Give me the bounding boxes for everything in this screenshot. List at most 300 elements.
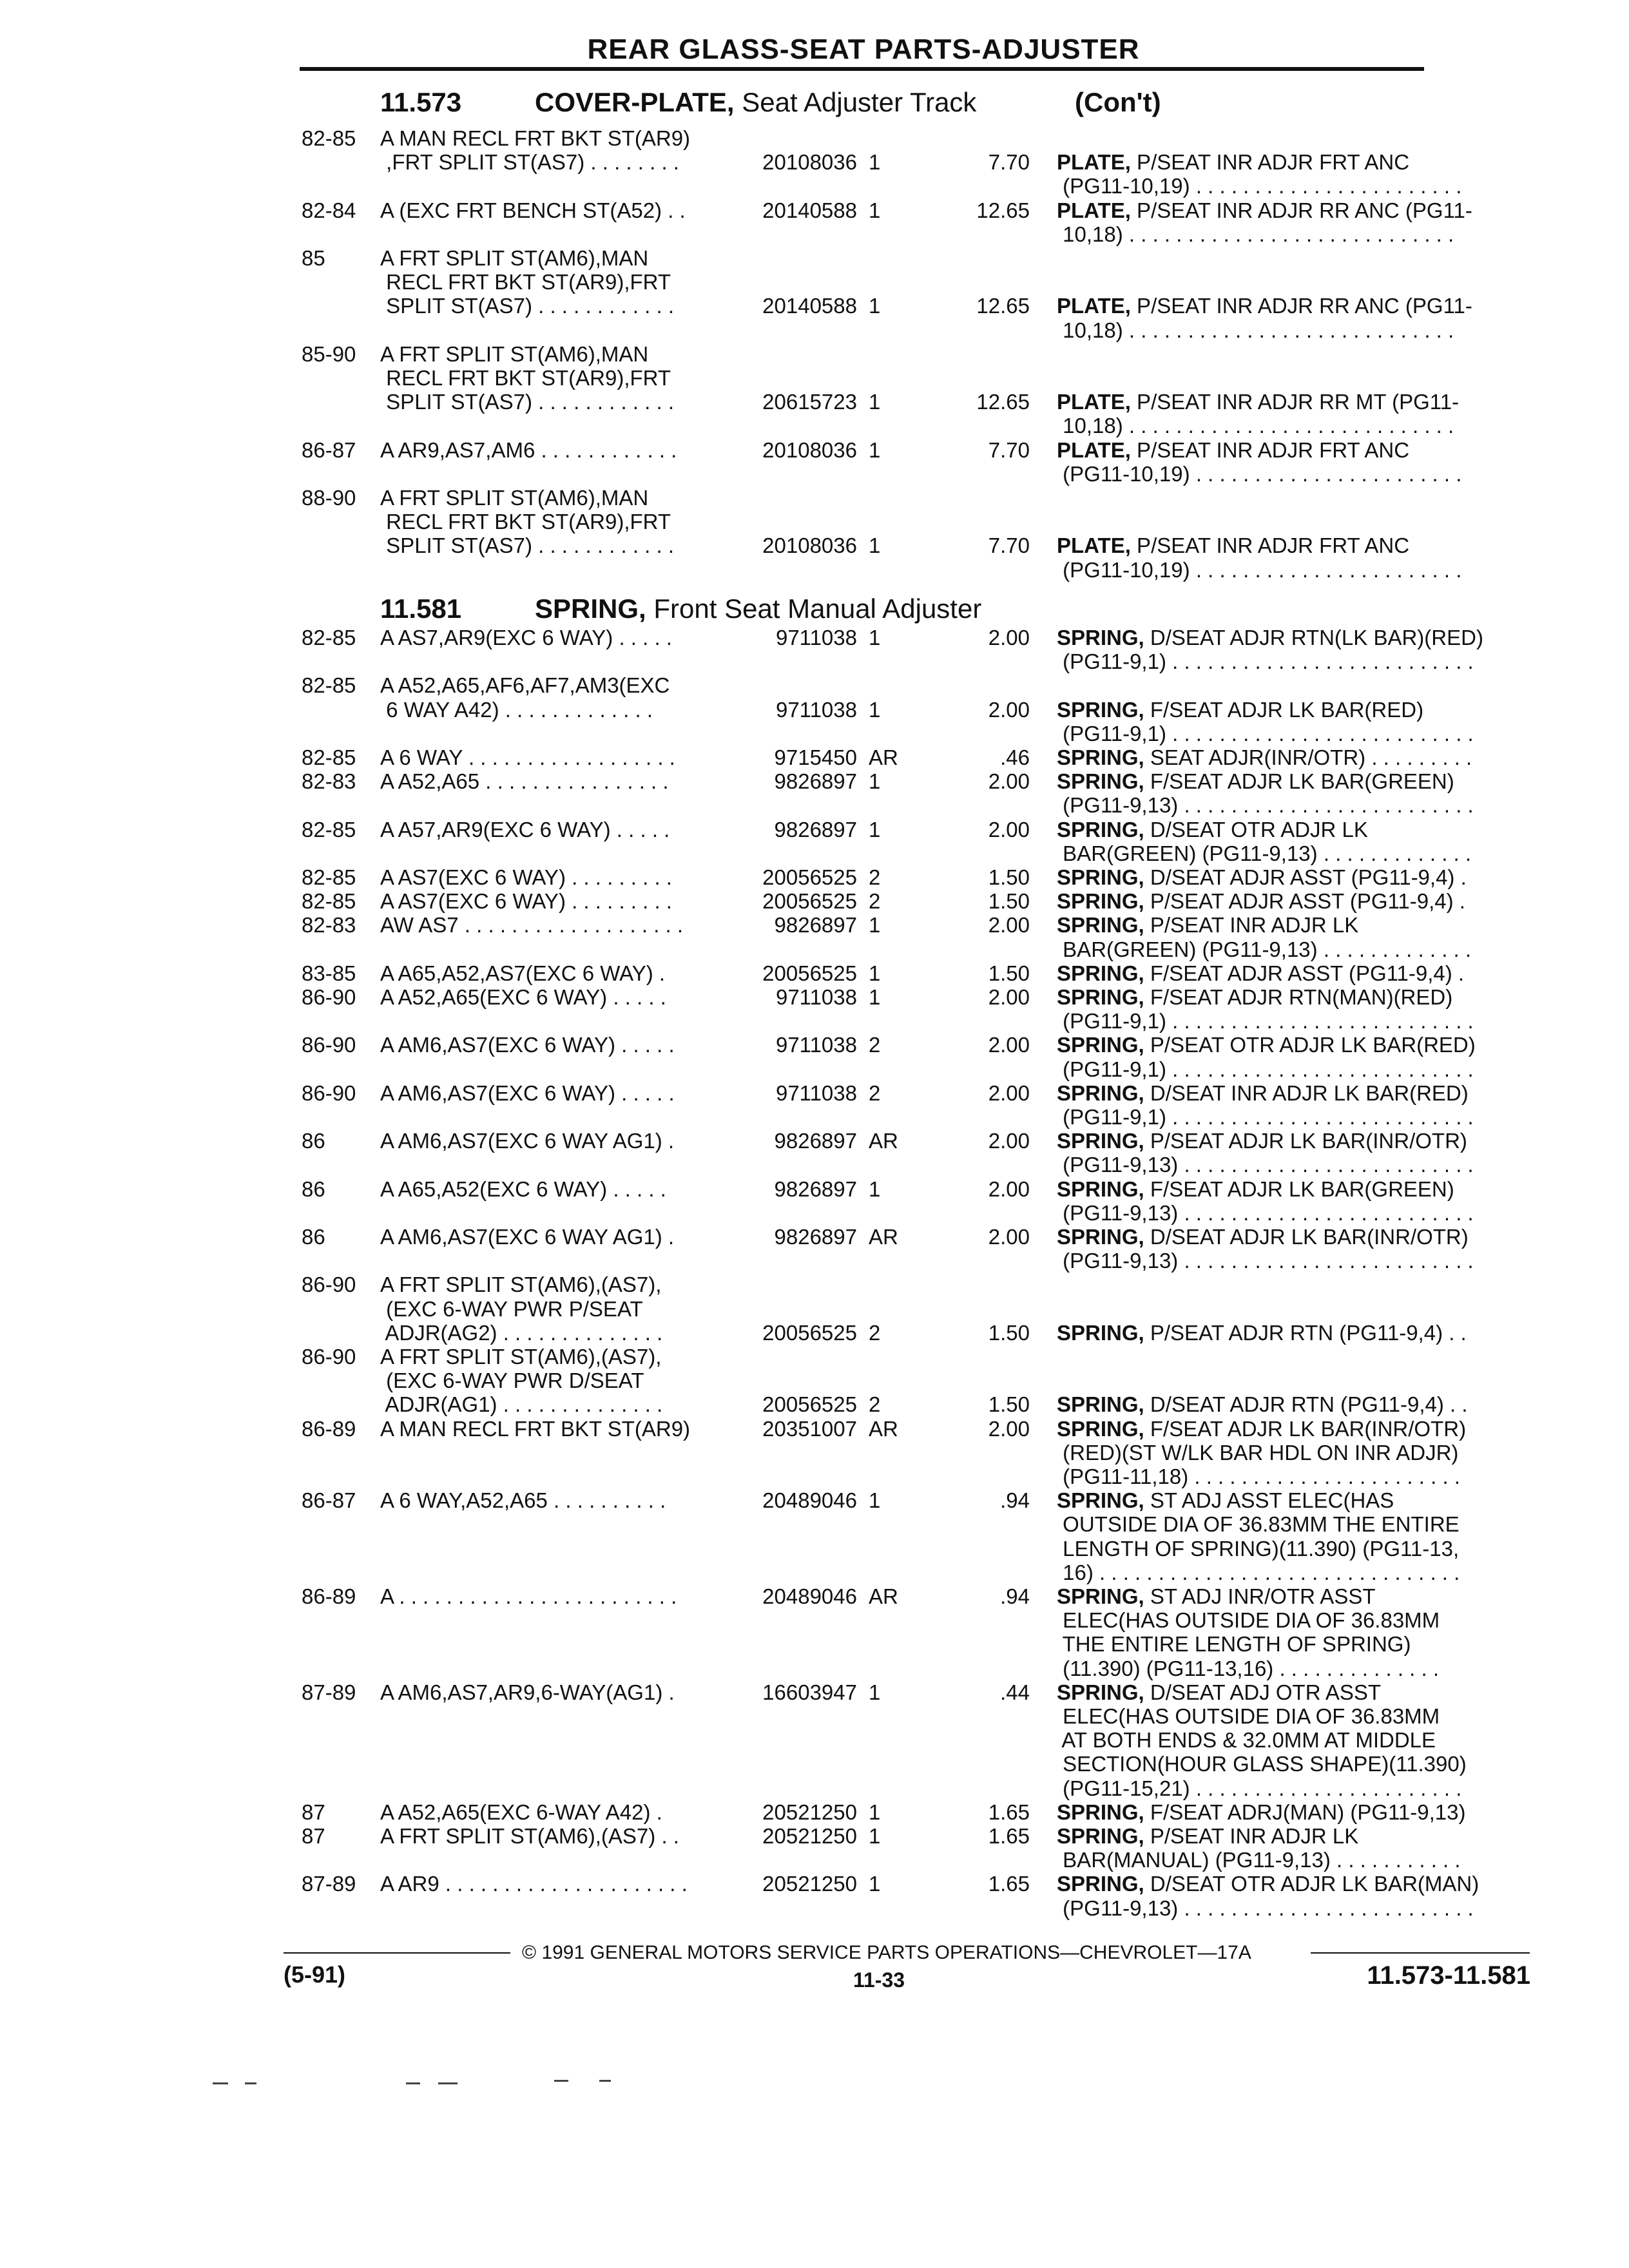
- row-price: 2.00: [988, 913, 1030, 937]
- row-quantity: 1: [869, 697, 881, 722]
- row-description: ADJR(AG1) . . . . . . . . . . . . . .: [380, 1392, 663, 1417]
- row-year: 82-83: [302, 913, 356, 937]
- row-price: 2.00: [988, 626, 1030, 649]
- row-description: A . . . . . . . . . . . . . . . . . . . . . . . .: [380, 1584, 677, 1608]
- row-part-name: [1057, 222, 1521, 246]
- row-year: 86-90: [302, 1081, 356, 1105]
- row-price: .94: [1000, 1584, 1030, 1608]
- row-quantity: 1: [869, 913, 881, 937]
- row-description: A AM6,AS7(EXC 6 WAY) . . . . .: [380, 1033, 675, 1057]
- row-part-name-rest: D/SEAT INR ADJR LK BAR(RED): [1144, 1081, 1469, 1105]
- row-price: 12.65: [976, 294, 1030, 318]
- row-description: A AM6,AS7(EXC 6 WAY AG1) .: [380, 1225, 675, 1249]
- row-part-name-rest: P/SEAT ADJR RTN (PG11-9,4) . .: [1144, 1320, 1467, 1345]
- section-name: [535, 86, 976, 119]
- row-part-name: [1057, 462, 1521, 486]
- row-price: 2.00: [988, 1081, 1030, 1105]
- row-part-name: [1057, 198, 1521, 222]
- row-description: A A52,A65(EXC 6 WAY) . . . . .: [380, 985, 666, 1009]
- row-part-name: [1057, 818, 1521, 841]
- row-description: A MAN RECL FRT BKT ST(AR9): [380, 126, 691, 150]
- row-price: 2.00: [988, 1416, 1030, 1441]
- row-part-name: [1057, 1105, 1521, 1129]
- row-description: AW AS7 . . . . . . . . . . . . . . . . . . .: [380, 913, 684, 937]
- section-number: 11.581: [380, 593, 462, 624]
- row-description: SPLIT ST(AS7) . . . . . . . . . . . .: [380, 533, 675, 558]
- row-part-name-rest: 16) . . . . . . . . . . . . . . . . . . . . . . . . . . . . . . .: [1057, 1560, 1460, 1584]
- row-description: A AR9,AS7,AM6 . . . . . . . . . . . .: [380, 437, 677, 462]
- row-description: A A52,A65,AF6,AF7,AM3(EXC: [380, 673, 670, 698]
- row-price: 1.50: [988, 865, 1030, 889]
- row-part-name-rest: F/SEAT ADJR LK BAR(RED): [1144, 697, 1424, 722]
- row-quantity: 1: [869, 150, 881, 175]
- row-quantity: 1: [869, 769, 881, 794]
- row-part-name-rest: (PG11-9,13) . . . . . . . . . . . . . . . . . . . . . . . . .: [1057, 1200, 1474, 1225]
- row-part-name-rest: SECTION(HOUR GLASS SHAPE)(11.390): [1057, 1752, 1467, 1776]
- scan-mark: [213, 2082, 228, 2084]
- row-part-name-bold: SPRING,: [1057, 817, 1144, 841]
- row-price: 2.00: [988, 1225, 1030, 1249]
- row-part-name-bold: SPRING,: [1057, 985, 1144, 1009]
- row-quantity: 1: [869, 817, 881, 841]
- row-quantity: 2: [869, 1033, 881, 1057]
- row-quantity: 2: [869, 1392, 881, 1417]
- row-part-number: 20521250: [762, 1872, 857, 1896]
- row-description: ADJR(AG2) . . . . . . . . . . . . . .: [380, 1320, 663, 1345]
- row-part-name-bold: SPRING,: [1057, 697, 1144, 722]
- row-year: 85: [302, 246, 325, 270]
- row-part-name-rest: BAR(GREEN) (PG11-9,13) . . . . . . . . . . . . .: [1057, 841, 1472, 865]
- row-price: 2.00: [988, 1177, 1030, 1201]
- row-part-name-rest: D/SEAT OTR ADJR LK BAR(MAN): [1144, 1872, 1480, 1896]
- row-part-number: 9711038: [775, 1081, 857, 1105]
- row-description: A FRT SPLIT ST(AM6),(AS7),: [380, 1273, 662, 1297]
- row-part-name: [1057, 1441, 1521, 1465]
- footer-date: (5-91): [284, 1961, 346, 1988]
- row-part-name-rest: F/SEAT ADRJ(MAN) (PG11-9,13): [1144, 1800, 1466, 1824]
- row-price: .94: [1000, 1488, 1030, 1513]
- row-quantity: 1: [869, 626, 881, 649]
- row-quantity: 1: [869, 533, 881, 558]
- row-part-name: [1057, 961, 1521, 985]
- row-part-number: 9711038: [775, 626, 857, 649]
- row-description: A AM6,AS7,AR9,6-WAY(AG1) .: [380, 1680, 675, 1704]
- row-part-name-rest: (PG11-15,21) . . . . . . . . . . . . . . . . . . . . . . .: [1057, 1776, 1462, 1800]
- row-part-name-rest: P/SEAT ADJR ASST (PG11-9,4) .: [1144, 889, 1465, 914]
- row-part-name-rest: (11.390) (PG11-13,16) . . . . . . . . . . . . . .: [1057, 1656, 1440, 1680]
- scan-mark: [406, 2082, 420, 2084]
- row-part-name-bold: SPRING,: [1057, 1081, 1144, 1105]
- row-quantity: 1: [869, 1177, 881, 1201]
- row-description: RECL FRT BKT ST(AR9),FRT: [380, 510, 671, 534]
- row-price: 1.65: [988, 1824, 1030, 1848]
- row-description: A FRT SPLIT ST(AM6),MAN: [380, 341, 649, 366]
- row-part-name-bold: SPRING,: [1057, 1033, 1144, 1057]
- row-price: 1.50: [988, 889, 1030, 914]
- row-year: 82-85: [302, 817, 356, 841]
- row-part-name-rest: ELEC(HAS OUTSIDE DIA OF 36.83MM: [1057, 1608, 1440, 1633]
- row-price: 2.00: [988, 697, 1030, 722]
- row-year: 86-90: [302, 985, 356, 1009]
- row-quantity: 1: [869, 961, 881, 985]
- row-price: .46: [1000, 745, 1030, 769]
- row-description: A AS7(EXC 6 WAY) . . . . . . . . .: [380, 865, 672, 889]
- row-part-number: 9826897: [774, 1225, 857, 1249]
- row-part-name-bold: SPRING,: [1057, 1680, 1144, 1704]
- row-part-name: [1057, 1584, 1521, 1608]
- row-description: A 6 WAY . . . . . . . . . . . . . . . . . .: [380, 745, 675, 769]
- row-part-name-bold: SPRING,: [1057, 1177, 1144, 1201]
- row-quantity: 1: [869, 1800, 881, 1824]
- row-description: SPLIT ST(AS7) . . . . . . . . . . . .: [380, 294, 675, 318]
- row-part-number: 9826897: [774, 769, 857, 794]
- row-part-name-rest: BAR(MANUAL) (PG11-9,13) . . . . . . . . . . .: [1057, 1848, 1461, 1872]
- row-price: 2.00: [988, 769, 1030, 794]
- row-quantity: 1: [869, 1824, 881, 1848]
- row-part-name: [1057, 390, 1521, 414]
- row-part-number: 20108036: [762, 437, 857, 462]
- row-part-name: [1057, 1561, 1521, 1584]
- row-part-name-bold: SPRING,: [1057, 1584, 1144, 1608]
- row-part-name: [1057, 1680, 1521, 1704]
- row-part-name-rest: (PG11-11,18) . . . . . . . . . . . . . . . . . . . . . . .: [1057, 1465, 1460, 1488]
- row-price: 7.70: [988, 150, 1030, 175]
- page-header: REAR GLASS-SEAT PARTS-ADJUSTER: [587, 34, 1140, 65]
- scan-mark: [599, 2080, 611, 2082]
- row-part-name: [1057, 745, 1521, 769]
- header-rule: [300, 67, 1424, 71]
- row-part-name-rest: (PG11-9,1) . . . . . . . . . . . . . . . . . . . . . . . . . .: [1057, 649, 1474, 674]
- row-part-name: [1057, 150, 1521, 174]
- row-part-name-rest: D/SEAT ADJR RTN (PG11-9,4) . .: [1144, 1392, 1468, 1417]
- row-part-name: [1057, 1704, 1521, 1728]
- row-description: A A65,A52,AS7(EXC 6 WAY) .: [380, 961, 666, 985]
- row-part-name-bold: SPRING,: [1057, 1129, 1144, 1153]
- row-quantity: 1: [869, 390, 881, 414]
- footer-rule-right: [1311, 1952, 1530, 1954]
- row-part-name-bold: SPRING,: [1057, 626, 1144, 649]
- row-description: A FRT SPLIT ST(AM6),(AS7),: [380, 1345, 662, 1369]
- row-part-name-rest: LENGTH OF SPRING)(11.390) (PG11-13,: [1057, 1536, 1460, 1561]
- row-part-name-rest: 10,18) . . . . . . . . . . . . . . . . . . . . . . . . . . . .: [1057, 318, 1454, 342]
- row-year: 87: [302, 1800, 325, 1824]
- row-description: RECL FRT BKT ST(AR9),FRT: [380, 270, 671, 294]
- row-price: 2.00: [988, 1129, 1030, 1153]
- row-price: 2.00: [988, 1033, 1030, 1057]
- row-year: 88-90: [302, 486, 356, 510]
- row-part-name: [1057, 294, 1521, 318]
- row-part-number: 20489046: [762, 1488, 857, 1513]
- row-description: A AM6,AS7(EXC 6 WAY) . . . . .: [380, 1081, 675, 1105]
- row-part-name: [1057, 1033, 1521, 1057]
- row-part-number: 20521250: [762, 1800, 857, 1824]
- scan-mark: [245, 2082, 256, 2084]
- row-description: A 6 WAY,A52,A65 . . . . . . . . . .: [380, 1488, 666, 1513]
- footer-copyright: © 1991 GENERAL MOTORS SERVICE PARTS OPERATIONS—CHEVROLET—17A: [522, 1942, 1251, 1963]
- row-part-number: 9711038: [775, 1033, 857, 1057]
- row-part-name-bold: SPRING,: [1057, 865, 1144, 889]
- row-part-name-rest: (PG11-10,19) . . . . . . . . . . . . . . . . . . . . . . .: [1057, 461, 1462, 486]
- row-part-name: [1057, 985, 1521, 1009]
- row-quantity: AR: [869, 745, 898, 769]
- row-part-name: [1057, 558, 1521, 582]
- row-description: A A57,AR9(EXC 6 WAY) . . . . .: [380, 817, 670, 841]
- row-quantity: 2: [869, 889, 881, 914]
- row-part-name-bold: SPRING,: [1057, 889, 1144, 914]
- row-part-name-rest: F/SEAT ADJR ASST (PG11-9,4) .: [1144, 961, 1465, 985]
- row-part-name: [1057, 1512, 1521, 1536]
- row-description: (EXC 6-WAY PWR D/SEAT: [380, 1369, 644, 1393]
- row-part-name: [1057, 841, 1521, 865]
- row-quantity: AR: [869, 1416, 898, 1441]
- row-part-name-bold: SPRING,: [1057, 1225, 1144, 1249]
- row-part-name-rest: THE ENTIRE LENGTH OF SPRING): [1057, 1632, 1411, 1657]
- row-part-name-rest: OUTSIDE DIA OF 36.83MM THE ENTIRE: [1057, 1512, 1460, 1537]
- row-price: 12.65: [976, 390, 1030, 414]
- row-price: 7.70: [988, 437, 1030, 462]
- row-part-number: 20521250: [762, 1824, 857, 1848]
- row-part-name-rest: (PG11-9,13) . . . . . . . . . . . . . . . . . . . . . . . . .: [1057, 1153, 1474, 1177]
- row-year: 82-84: [302, 198, 356, 222]
- row-part-name-rest: F/SEAT ADJR LK BAR(GREEN): [1144, 769, 1454, 794]
- row-part-number: 20108036: [762, 150, 857, 175]
- row-quantity: 1: [869, 985, 881, 1009]
- row-part-number: 20056525: [762, 1392, 857, 1417]
- row-part-name-rest: F/SEAT ADJR LK BAR(INR/OTR): [1144, 1416, 1467, 1441]
- row-price: 12.65: [976, 198, 1030, 222]
- row-part-name-rest: SEAT ADJR(INR/OTR) . . . . . . . . .: [1144, 745, 1472, 769]
- row-part-number: 20140588: [762, 198, 857, 222]
- row-part-name: [1057, 1728, 1521, 1752]
- row-part-name-rest: (PG11-9,1) . . . . . . . . . . . . . . . . . . . . . . . . . .: [1057, 721, 1474, 745]
- section-name: [535, 593, 981, 625]
- row-part-name: [1057, 1800, 1521, 1824]
- row-part-name: [1057, 1632, 1521, 1656]
- footer-section-range: 11.573-11.581: [1367, 1961, 1530, 1990]
- row-part-name: [1057, 1177, 1521, 1201]
- row-part-name: [1057, 1057, 1521, 1081]
- row-description: RECL FRT BKT ST(AR9),FRT: [380, 366, 671, 390]
- row-year: 87-89: [302, 1680, 356, 1704]
- row-part-name: [1057, 438, 1521, 462]
- row-part-name: [1057, 1657, 1521, 1680]
- section-heading-11-573: [0, 86, 1629, 119]
- row-part-name: [1057, 1417, 1521, 1441]
- row-quantity: AR: [869, 1584, 898, 1608]
- row-part-name-rest: P/SEAT OTR ADJR LK BAR(RED): [1144, 1033, 1476, 1057]
- row-price: 1.65: [988, 1872, 1030, 1896]
- row-description: ,FRT SPLIT ST(AS7) . . . . . . . .: [380, 150, 679, 175]
- row-description: A A52,A65 . . . . . . . . . . . . . . . .: [380, 769, 669, 794]
- row-part-number: 20056525: [762, 865, 857, 889]
- row-part-name-bold: PLATE,: [1057, 437, 1131, 462]
- row-quantity: AR: [869, 1225, 898, 1249]
- section-number: 11.573: [380, 87, 462, 117]
- row-description: A AS7(EXC 6 WAY) . . . . . . . . .: [380, 889, 672, 914]
- row-year: 86-87: [302, 1488, 356, 1513]
- row-year: 86: [302, 1129, 325, 1153]
- row-part-name: [1057, 626, 1521, 649]
- row-part-name-rest: (PG11-10,19) . . . . . . . . . . . . . . . . . . . . . . .: [1057, 557, 1462, 582]
- row-part-name: [1057, 1009, 1521, 1033]
- row-part-name: [1057, 1537, 1521, 1561]
- row-part-name-bold: SPRING,: [1057, 1416, 1144, 1441]
- row-part-number: 20615723: [762, 390, 857, 414]
- row-quantity: 1: [869, 294, 881, 318]
- row-description: A FRT SPLIT ST(AM6),MAN: [380, 246, 649, 270]
- row-part-name-rest: (PG11-9,13) . . . . . . . . . . . . . . . . . . . . . . . . .: [1057, 793, 1474, 818]
- row-year: 82-85: [302, 626, 356, 649]
- row-part-name: [1057, 1872, 1521, 1896]
- row-year: 82-83: [302, 769, 356, 794]
- row-part-number: 20056525: [762, 1320, 857, 1345]
- row-part-name-bold: SPRING,: [1057, 1392, 1144, 1417]
- row-description: SPLIT ST(AS7) . . . . . . . . . . . .: [380, 390, 675, 414]
- row-part-name-rest: AT BOTH ENDS & 32.0MM AT MIDDLE: [1057, 1728, 1436, 1753]
- row-quantity: 1: [869, 1680, 881, 1704]
- row-part-name-rest: D/SEAT OTR ADJR LK: [1144, 817, 1368, 841]
- row-description: A AS7,AR9(EXC 6 WAY) . . . . .: [380, 626, 672, 649]
- row-part-number: 9826897: [774, 817, 857, 841]
- row-part-name: [1057, 1848, 1521, 1872]
- row-part-number: 9711038: [775, 697, 857, 722]
- row-part-name: [1057, 1776, 1521, 1800]
- row-part-number: 20351007: [762, 1416, 857, 1441]
- row-part-name: [1057, 913, 1521, 937]
- row-part-name-rest: ST ADJ INR/OTR ASST: [1144, 1584, 1376, 1608]
- row-year: 82-85: [302, 865, 356, 889]
- row-part-name-bold: SPRING,: [1057, 1488, 1144, 1513]
- row-part-name: [1057, 1081, 1521, 1105]
- row-description: A MAN RECL FRT BKT ST(AR9): [380, 1416, 691, 1441]
- row-description: A FRT SPLIT ST(AM6),(AS7) . .: [380, 1824, 679, 1848]
- row-year: 87-89: [302, 1872, 356, 1896]
- section-name-rest: Seat Adjuster Track: [734, 87, 977, 117]
- row-quantity: 2: [869, 1320, 881, 1345]
- row-price: 1.50: [988, 961, 1030, 985]
- row-year: 86-89: [302, 1416, 356, 1441]
- row-part-name: [1057, 1465, 1521, 1488]
- row-quantity: 1: [869, 437, 881, 462]
- row-part-name-rest: P/SEAT INR ADJR LK: [1144, 913, 1359, 937]
- row-part-name-rest: ELEC(HAS OUTSIDE DIA OF 36.83MM: [1057, 1704, 1440, 1728]
- row-part-name-rest: P/SEAT INR ADJR RR ANC (PG11-: [1130, 294, 1472, 318]
- row-description: (EXC 6-WAY PWR P/SEAT: [380, 1296, 643, 1321]
- row-part-name-bold: SPRING,: [1057, 769, 1144, 794]
- row-part-number: 9826897: [774, 1177, 857, 1201]
- row-part-number: 20056525: [762, 889, 857, 914]
- row-part-name: [1057, 1824, 1521, 1848]
- row-part-name: [1057, 1752, 1521, 1776]
- row-part-name-bold: SPRING,: [1057, 1872, 1144, 1896]
- row-year: 87: [302, 1824, 325, 1848]
- row-price: 1.65: [988, 1800, 1030, 1824]
- footer-rule-left: [284, 1952, 510, 1954]
- row-part-name-rest: ST ADJ ASST ELEC(HAS: [1144, 1488, 1394, 1513]
- row-part-name-bold: SPRING,: [1057, 913, 1144, 937]
- row-part-name: [1057, 1321, 1521, 1345]
- scan-mark: [438, 2082, 458, 2084]
- row-part-number: 16603947: [762, 1680, 857, 1704]
- row-year: 86-87: [302, 437, 356, 462]
- row-part-name-rest: 10,18) . . . . . . . . . . . . . . . . . . . . . . . . . . . .: [1057, 222, 1454, 246]
- row-part-name: [1057, 174, 1521, 198]
- row-quantity: 1: [869, 1488, 881, 1513]
- row-part-name-rest: (PG11-9,1) . . . . . . . . . . . . . . . . . . . . . . . . . .: [1057, 1009, 1474, 1033]
- row-year: 86-90: [302, 1033, 356, 1057]
- row-part-name-rest: D/SEAT ADJ OTR ASST: [1144, 1680, 1382, 1704]
- row-part-name: [1057, 698, 1521, 722]
- row-price: .44: [1000, 1680, 1030, 1704]
- row-part-name-bold: PLATE,: [1057, 294, 1131, 318]
- row-year: 85-90: [302, 341, 356, 366]
- row-part-name: [1057, 1129, 1521, 1153]
- row-price: 1.50: [988, 1392, 1030, 1417]
- row-part-name-bold: SPRING,: [1057, 961, 1144, 985]
- section-continued: (Con't): [1075, 87, 1161, 117]
- row-part-name-bold: PLATE,: [1057, 198, 1131, 222]
- row-part-number: 20140588: [762, 294, 857, 318]
- row-part-name-rest: P/SEAT INR ADJR FRT ANC: [1130, 150, 1410, 175]
- row-quantity: 1: [869, 1872, 881, 1896]
- row-part-name-rest: (PG11-10,19) . . . . . . . . . . . . . . . . . . . . . . .: [1057, 174, 1462, 198]
- row-part-name-bold: PLATE,: [1057, 150, 1131, 175]
- section-heading-11-581: [0, 593, 1629, 625]
- row-description: A A65,A52(EXC 6 WAY) . . . . .: [380, 1177, 666, 1201]
- row-part-name-rest: BAR(GREEN) (PG11-9,13) . . . . . . . . . . . . .: [1057, 937, 1472, 961]
- row-part-number: 9826897: [774, 913, 857, 937]
- row-part-name-rest: (PG11-9,1) . . . . . . . . . . . . . . . . . . . . . . . . . .: [1057, 1057, 1474, 1081]
- row-part-name-rest: (PG11-9,13) . . . . . . . . . . . . . . . . . . . . . . . . .: [1057, 1249, 1474, 1273]
- row-part-name-rest: F/SEAT ADJR LK BAR(GREEN): [1144, 1177, 1454, 1201]
- row-part-name-bold: SPRING,: [1057, 1800, 1144, 1824]
- row-part-number: 9826897: [774, 1129, 857, 1153]
- row-part-name-rest: D/SEAT ADJR ASST (PG11-9,4) .: [1144, 865, 1467, 889]
- section-name-bold: SPRING,: [535, 593, 646, 624]
- row-part-name-rest: P/SEAT INR ADJR RR ANC (PG11-: [1130, 198, 1472, 222]
- row-part-name: [1057, 318, 1521, 342]
- row-part-name: [1057, 865, 1521, 889]
- row-part-name-rest: P/SEAT INR ADJR RR MT (PG11-: [1130, 390, 1460, 414]
- row-part-name-bold: SPRING,: [1057, 1320, 1144, 1345]
- row-price: 7.70: [988, 533, 1030, 558]
- row-description: A A52,A65(EXC 6-WAY A42) .: [380, 1800, 662, 1824]
- row-part-number: 20489046: [762, 1584, 857, 1608]
- row-part-name-bold: SPRING,: [1057, 745, 1144, 769]
- row-part-name-rest: D/SEAT ADJR RTN(LK BAR)(RED): [1144, 626, 1483, 649]
- row-description: 6 WAY A42) . . . . . . . . . . . . .: [380, 697, 653, 722]
- row-price: 2.00: [988, 985, 1030, 1009]
- row-part-name: [1057, 1225, 1521, 1249]
- row-description: A FRT SPLIT ST(AM6),MAN: [380, 486, 649, 510]
- row-quantity: AR: [869, 1129, 898, 1153]
- row-part-name-rest: P/SEAT INR ADJR FRT ANC: [1130, 533, 1410, 558]
- row-price: 2.00: [988, 817, 1030, 841]
- section-name-bold: COVER-PLATE,: [535, 87, 735, 117]
- row-part-name-rest: F/SEAT ADJR RTN(MAN)(RED): [1144, 985, 1453, 1009]
- row-part-name: [1057, 889, 1521, 913]
- row-description: A (EXC FRT BENCH ST(A52) . .: [380, 198, 686, 222]
- section-name-rest: Front Seat Manual Adjuster: [646, 593, 982, 624]
- row-part-name: [1057, 1249, 1521, 1273]
- row-part-name-rest: (PG11-9,1) . . . . . . . . . . . . . . . . . . . . . . . . . .: [1057, 1105, 1474, 1129]
- row-part-name-rest: P/SEAT INR ADJR LK: [1144, 1824, 1359, 1848]
- row-part-number: 20056525: [762, 961, 857, 985]
- row-quantity: 1: [869, 198, 881, 222]
- row-year: 82-85: [302, 889, 356, 914]
- row-part-name: [1057, 1392, 1521, 1416]
- footer-page-number: 11-33: [853, 1968, 905, 1992]
